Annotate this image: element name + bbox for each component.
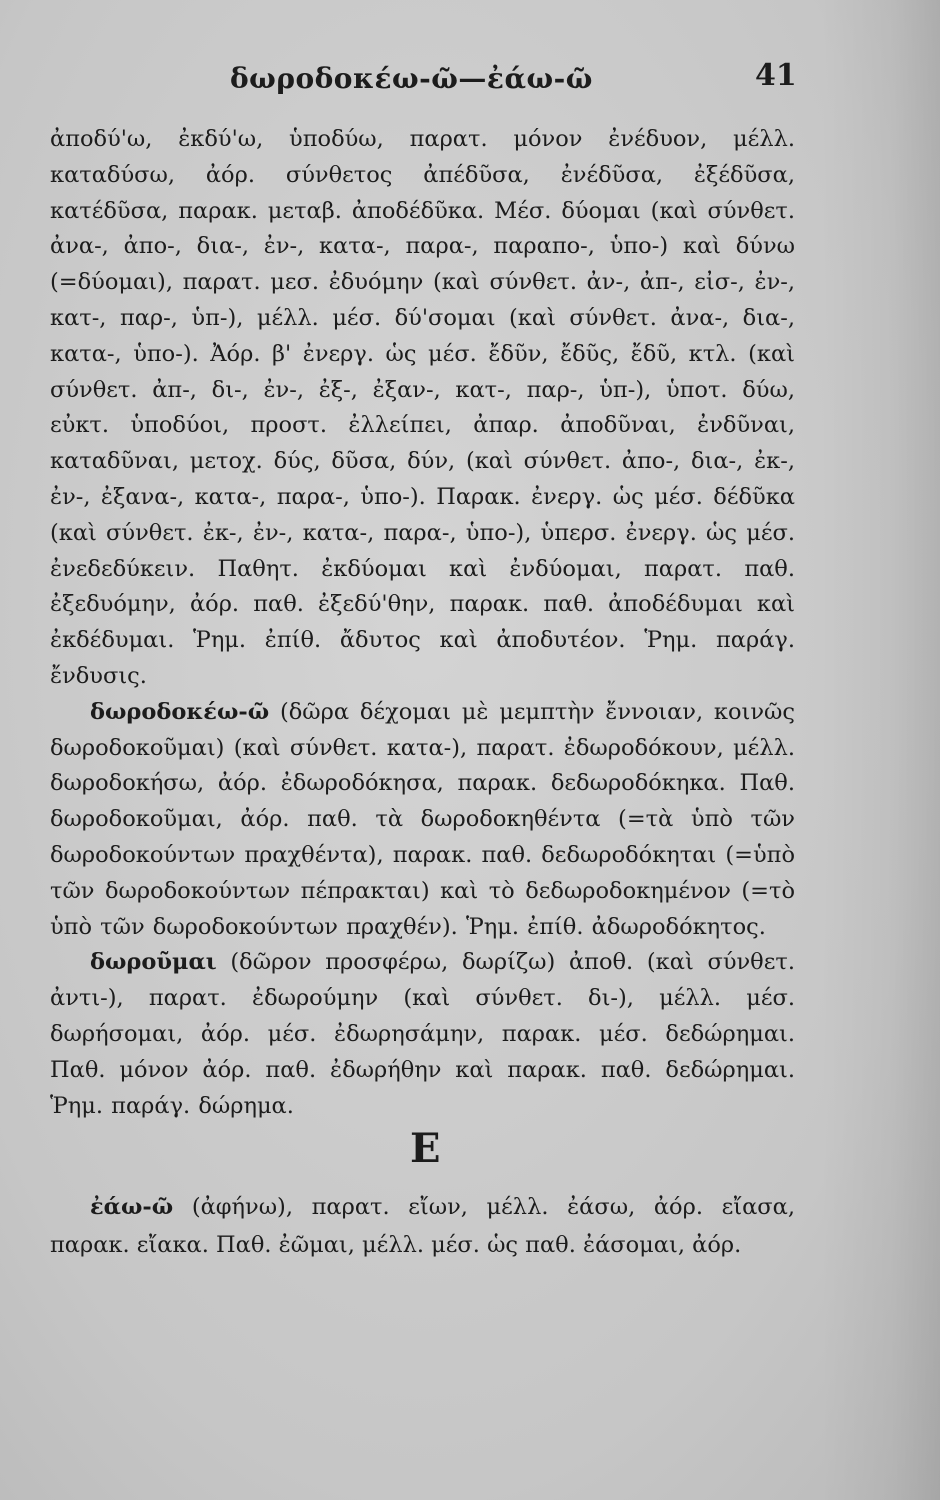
- entry-eao: [50, 1188, 795, 1264]
- entry-headword: δωροῦμαι: [90, 949, 217, 976]
- page-header: [40, 58, 800, 98]
- entry-doroumai: [50, 945, 795, 1124]
- page-number: 41: [755, 58, 797, 93]
- entry-headword: δωροδοκέω-ῶ: [90, 698, 270, 725]
- entry-continuation: ἀποδύ'ω, ἐκδύ'ω, ὑποδύω, παρατ. μόνον ἐνέδυον, μέλλ. καταδύσω, ἀόρ. σύνθετος ἀπέδῦσα, ἐνέδῦσα, ἐξέδῦσα, κατέδῦσα, παρακ. μεταβ. ἀποδέδῦκα. Μέσ. δύομαι (καὶ σύνθετ. ἀνα-, ἀπο-, δια-, ἐν-, κατα-, παρα-, παραπο-, ὑπο-) καὶ δύνω (=δύομαι), παρατ. μεσ. ἐδυόμην (καὶ σύνθετ. ἀν-, ἀπ-, εἰσ-, ἐν-, κατ-, παρ-, ὑπ-), μέλλ. μέσ. δύ'σομαι (καὶ σύνθετ. ἀνα-, δια-, κατα-, ὑπο-). Ἀόρ. β' ἐνεργ. ὡς μέσ. ἔδῦν, ἔδῦς, ἔδῦ, κτλ. (καὶ σύνθετ. ἀπ-, δι-, ἐν-, ἐξ-, ἐξαν-, κατ-, παρ-, ὑπ-), ὑποτ. δύω, εὐκτ. ὑποδύοι, προστ. ἐλλείπει, ἀπαρ. ἀποδῦναι, ἐνδῦναι, καταδῦναι, μετοχ. δύς, δῦσα, δύν, (καὶ σύνθετ. ἀπο-, δια-, ἐκ-, ἐν-, ἐξανα-, κατα-, παρα-, ὑπο-). Παρακ. ἐνεργ. ὡς μέσ. δέδῦκα (καὶ σύνθετ. ἐκ-, ἐν-, κατα-, παρα-, ὑπο-), ὑπερσ. ἐνεργ. ὡς μέσ. ἐνεδεδύκειν. Παθητ. ἐκδύομαι καὶ ἐνδύομαι, παρατ. παθ. ἐξεδυόμην, ἀόρ. παθ. ἐξεδύ'θην, παρακ. παθ. ἀποδέδυμαι καὶ ἐκδέδυμαι. Ῥημ. ἐπίθ. ἄδυτος καὶ ἀποδυτέον. Ῥημ. παράγ. ἔνδυσις.: [50, 126, 795, 689]
- section-letter: Ε: [410, 1125, 441, 1172]
- entry-body: (ἀφήνω), παρατ. εἴων, μέλλ. ἐάσω, ἀόρ. εἴασα, παρακ. εἴακα. Παθ. ἐῶμαι, μέλλ. μέσ. ὡς παθ. ἐάσομαι, ἀόρ.: [50, 1194, 795, 1258]
- entry-body: (δῶρα δέχομαι μὲ μεμπτὴν ἔννοιαν, κοινῶς δωροδοκοῦμαι) (καὶ σύνθετ. κατα-), παρατ. ἐδωροδόκουν, μέλλ. δωροδοκήσω, ἀόρ. ἐδωροδόκησα, παρακ. δεδωροδόκηκα. Παθ. δωροδοκοῦμαι, ἀόρ. παθ. τὰ δωροδοκηθέντα (=τὰ ὑπὸ τῶν δωροδοκούντων πραχθέντα), παρακ. παθ. δεδωροδόκηται (=ὑπὸ τῶν δωροδοκούντων πέπρακται) καὶ τὸ δεδωροδοκημένον (=τὸ ὑπὸ τῶν δωροδοκούντων πραχθέν). Ῥημ. ἐπίθ. ἀδωροδόκητος.: [50, 698, 795, 940]
- section-text: [50, 1188, 795, 1264]
- main-text: [50, 122, 795, 1124]
- entry-body: (δῶρον προσφέρω, δωρίζω) ἀποθ. (καὶ σύνθετ. ἀντι-), παρατ. ἐδωρούμην (καὶ σύνθετ. δι-), μέλλ. μέσ. δωρήσομαι, ἀόρ. μέσ. ἐδωρησάμην, παρακ. μέσ. δεδώρημαι. Παθ. μόνον ἀόρ. παθ. ἐδωρήθην καὶ παρακ. παθ. δεδώρημαι. Ῥημ. παράγ. δώρημα.: [50, 949, 795, 1119]
- page-edge-shadow: [820, 0, 940, 1500]
- running-head: δωροδοκέω-ῶ—ἐάω-ῶ: [230, 62, 593, 95]
- entry-dorodokeo: [50, 695, 795, 946]
- entry-headword: ἐάω-ῶ: [90, 1194, 174, 1220]
